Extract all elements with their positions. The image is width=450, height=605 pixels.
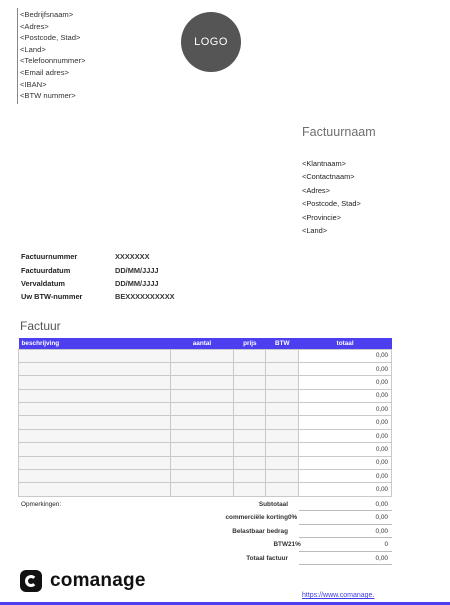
company-vat-number: <BTW nummer> bbox=[20, 91, 76, 101]
table-row bbox=[19, 443, 392, 456]
header-description: beschrijving bbox=[19, 338, 171, 349]
meta-value: BEXXXXXXXXXX bbox=[115, 292, 175, 302]
cell-vat[interactable] bbox=[266, 483, 299, 496]
summary-label: commerciële korting bbox=[225, 514, 288, 522]
cell-total: 0,00 bbox=[299, 416, 392, 429]
cell-description[interactable] bbox=[19, 443, 171, 456]
company-details bbox=[20, 9, 85, 102]
table-row bbox=[19, 483, 392, 496]
cell-quantity[interactable] bbox=[170, 429, 234, 442]
company-name: <Bedrijfsnaam> bbox=[20, 10, 74, 19]
cell-price[interactable] bbox=[234, 403, 266, 416]
cell-price[interactable] bbox=[234, 456, 266, 469]
cell-price[interactable] bbox=[234, 429, 266, 442]
header-price: prijs bbox=[234, 338, 266, 349]
totals-summary bbox=[18, 499, 392, 566]
brand bbox=[20, 570, 146, 592]
cell-quantity[interactable] bbox=[170, 389, 234, 402]
meta-label: Factuurnummer bbox=[21, 252, 78, 262]
cell-quantity[interactable] bbox=[170, 376, 234, 389]
cell-vat[interactable] bbox=[266, 456, 299, 469]
cell-description[interactable] bbox=[19, 429, 171, 442]
table-row bbox=[19, 429, 392, 442]
company-divider bbox=[17, 8, 18, 104]
cell-total: 0,00 bbox=[299, 483, 392, 496]
cell-description[interactable] bbox=[19, 389, 171, 402]
cell-quantity[interactable] bbox=[170, 470, 234, 483]
client-country: <Land> bbox=[302, 226, 328, 236]
meta-label: Uw BTW-nummer bbox=[21, 292, 83, 302]
summary-percentage: 0% bbox=[288, 514, 298, 522]
meta-label: Factuurdatum bbox=[21, 265, 71, 275]
brand-name: comanage bbox=[50, 570, 146, 591]
cell-price[interactable] bbox=[234, 416, 266, 429]
summary-underline bbox=[299, 524, 392, 525]
cell-description[interactable] bbox=[19, 376, 171, 389]
cell-vat[interactable] bbox=[266, 429, 299, 442]
cell-price[interactable] bbox=[234, 362, 266, 375]
cell-description[interactable] bbox=[19, 456, 171, 469]
section-title: Factuur bbox=[20, 319, 61, 333]
meta-row-invoice-date bbox=[21, 263, 175, 276]
cell-description[interactable] bbox=[19, 362, 171, 375]
company-postcode-city: <Postcode, Stad> bbox=[20, 33, 81, 43]
cell-total: 0,00 bbox=[299, 443, 392, 456]
cell-total: 0,00 bbox=[299, 349, 392, 362]
header-quantity: aantal bbox=[170, 338, 234, 349]
table-row bbox=[19, 389, 392, 402]
client-name: <Klantnaam> bbox=[302, 159, 346, 168]
cell-quantity[interactable] bbox=[170, 416, 234, 429]
cell-vat[interactable] bbox=[266, 349, 299, 362]
summary-underline bbox=[299, 564, 392, 565]
header-total: totaal bbox=[299, 338, 392, 349]
table-row bbox=[19, 470, 392, 483]
table-row bbox=[19, 362, 392, 375]
invoice-name-title: Factuurnaam bbox=[302, 125, 376, 139]
summary-value: 0,00 bbox=[375, 554, 388, 562]
remarks-label: Opmerkingen: bbox=[21, 501, 62, 508]
table-row bbox=[19, 456, 392, 469]
summary-row bbox=[18, 512, 392, 525]
cell-total: 0,00 bbox=[299, 456, 392, 469]
client-contact: <Contactnaam> bbox=[302, 172, 355, 182]
summary-value: 0,00 bbox=[375, 501, 388, 508]
client-province: <Provincie> bbox=[302, 212, 342, 222]
cell-total: 0,00 bbox=[299, 403, 392, 416]
client-postcode-city: <Postcode, Stad> bbox=[302, 199, 361, 209]
table-row bbox=[19, 416, 392, 429]
summary-row bbox=[18, 553, 392, 566]
cell-description[interactable] bbox=[19, 403, 171, 416]
summary-underline bbox=[299, 551, 392, 552]
table-body bbox=[19, 349, 392, 496]
cell-vat[interactable] bbox=[266, 362, 299, 375]
cell-price[interactable] bbox=[234, 483, 266, 496]
cell-description[interactable] bbox=[19, 349, 171, 362]
company-country: <Land> bbox=[20, 44, 46, 54]
logo-text: LOGO bbox=[194, 36, 228, 48]
cell-total: 0,00 bbox=[299, 429, 392, 442]
client-address: <Adres> bbox=[302, 185, 330, 195]
company-email: <Email adres> bbox=[20, 67, 69, 77]
comanage-logo-icon bbox=[20, 570, 42, 592]
cell-vat[interactable] bbox=[266, 389, 299, 402]
header-vat: BTW bbox=[266, 338, 299, 349]
cell-price[interactable] bbox=[234, 443, 266, 456]
company-address: <Adres> bbox=[20, 21, 49, 31]
summary-label: Totaal factuur bbox=[246, 554, 288, 562]
cell-description[interactable] bbox=[19, 470, 171, 483]
summary-value: 0,00 bbox=[375, 514, 388, 522]
cell-price[interactable] bbox=[234, 470, 266, 483]
cell-vat[interactable] bbox=[266, 403, 299, 416]
summary-underline bbox=[299, 537, 392, 538]
summary-value: 0 bbox=[384, 541, 388, 549]
cell-quantity[interactable] bbox=[170, 349, 234, 362]
summary-row bbox=[18, 499, 392, 512]
logo-placeholder bbox=[181, 12, 241, 72]
summary-label: BTW bbox=[273, 541, 288, 549]
cell-vat[interactable] bbox=[266, 376, 299, 389]
table-header-row bbox=[19, 338, 392, 349]
meta-value: DD/MM/JJJJ bbox=[115, 278, 159, 288]
cell-quantity[interactable] bbox=[170, 443, 234, 456]
cell-price[interactable] bbox=[234, 376, 266, 389]
company-iban: <IBAN> bbox=[20, 79, 47, 89]
cell-total: 0,00 bbox=[299, 470, 392, 483]
cell-total: 0,00 bbox=[299, 362, 392, 375]
cell-total: 0,00 bbox=[299, 376, 392, 389]
cell-quantity[interactable] bbox=[170, 483, 234, 496]
cell-description[interactable] bbox=[19, 416, 171, 429]
cell-vat[interactable] bbox=[266, 443, 299, 456]
meta-row-vat-number bbox=[21, 290, 175, 303]
meta-label: Vervaldatum bbox=[21, 278, 65, 288]
cell-total: 0,00 bbox=[299, 389, 392, 402]
cell-price[interactable] bbox=[234, 349, 266, 362]
company-phone: <Telefoonnummer> bbox=[20, 56, 86, 66]
summary-row bbox=[18, 539, 392, 552]
cell-description[interactable] bbox=[19, 483, 171, 496]
cell-quantity[interactable] bbox=[170, 403, 234, 416]
invoice-lines-table bbox=[18, 338, 392, 497]
table-row bbox=[19, 403, 392, 416]
invoice-meta bbox=[21, 250, 175, 304]
meta-row-due-date bbox=[21, 277, 175, 290]
summary-row bbox=[18, 526, 392, 539]
summary-label: Subtotaal bbox=[258, 501, 288, 508]
summary-label: Belastbaar bedrag bbox=[232, 527, 288, 535]
cell-quantity[interactable] bbox=[170, 456, 234, 469]
summary-value: 0,00 bbox=[375, 527, 388, 535]
table-row bbox=[19, 376, 392, 389]
meta-row-invoice-number bbox=[21, 250, 175, 263]
brand-website-link[interactable]: https://www.comanage. bbox=[302, 592, 375, 599]
cell-quantity[interactable] bbox=[170, 362, 234, 375]
table-row bbox=[19, 349, 392, 362]
summary-percentage: 21% bbox=[288, 541, 301, 549]
summary-rows bbox=[18, 499, 392, 566]
client-details bbox=[302, 157, 361, 237]
cell-vat[interactable] bbox=[266, 416, 299, 429]
summary-underline bbox=[299, 510, 392, 511]
cell-vat[interactable] bbox=[266, 470, 299, 483]
meta-value: DD/MM/JJJJ bbox=[115, 265, 159, 275]
meta-value: XXXXXXX bbox=[115, 252, 150, 262]
cell-price[interactable] bbox=[234, 389, 266, 402]
